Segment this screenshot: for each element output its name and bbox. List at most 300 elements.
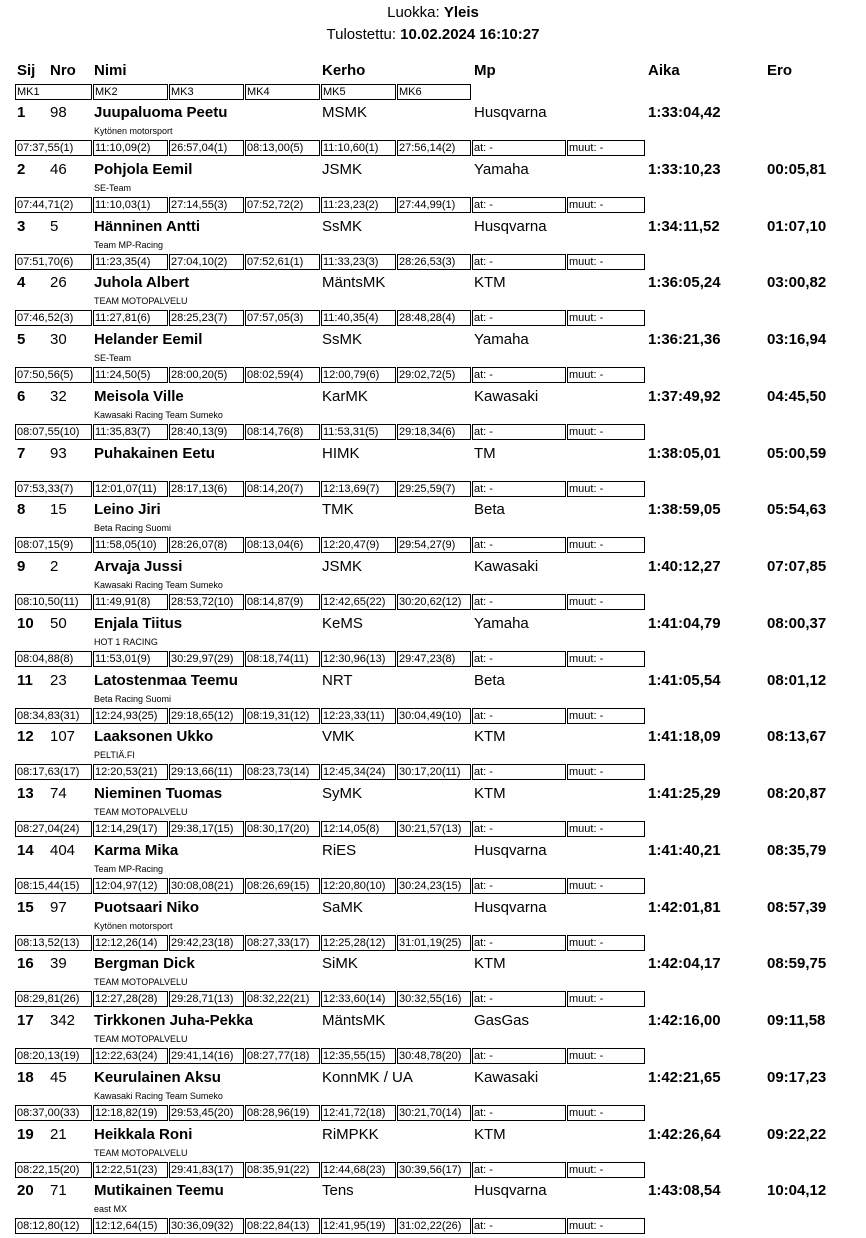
bike-cell: Kawasaki	[474, 388, 539, 405]
moto-time-mk5: 12:23,33(11)	[321, 708, 396, 724]
bike-cell: Kawasaki	[474, 558, 539, 575]
col-ero: Ero	[767, 62, 793, 79]
moto-time-mk5: 12:20,47(9)	[321, 537, 396, 553]
moto-time-mk1: 07:46,52(3)	[15, 310, 92, 326]
muut-cell: muut: -	[567, 537, 645, 553]
number-cell: 50	[50, 615, 67, 632]
moto-time-mk6: 30:20,62(12)	[397, 594, 471, 610]
rider-name: Latostenmaa Teemu	[94, 672, 238, 689]
bike-cell: KTM	[474, 728, 506, 745]
number-cell: 23	[50, 672, 67, 689]
col-nro: Nro	[50, 62, 76, 79]
club-cell: HIMK	[322, 445, 360, 462]
number-cell: 26	[50, 274, 67, 291]
bike-cell: KTM	[474, 1126, 506, 1143]
gap-cell: 08:13,67	[767, 728, 827, 745]
gap-cell: 09:11,58	[767, 1012, 826, 1029]
bike-cell: TM	[474, 445, 496, 462]
col-nimi: Nimi	[94, 62, 127, 79]
col-aika: Aika	[648, 62, 680, 79]
number-cell: 5	[50, 218, 59, 235]
moto-time-mk1: 08:34,83(31)	[15, 708, 92, 724]
moto-time-mk6: 30:21,57(13)	[397, 821, 471, 837]
gap-cell: 05:00,59	[767, 445, 827, 462]
gap-cell: 08:35,79	[767, 842, 827, 859]
moto-time-mk4: 08:26,69(15)	[245, 878, 320, 894]
at-cell: at: -	[472, 197, 566, 213]
gap-cell: 00:05,81	[767, 161, 827, 178]
total-time-cell: 1:42:26,64	[648, 1126, 721, 1143]
moto-time-mk3: 29:28,71(13)	[169, 991, 244, 1007]
number-cell: 39	[50, 955, 67, 972]
total-time-cell: 1:42:21,65	[648, 1069, 721, 1086]
moto-time-mk1: 08:27,04(24)	[15, 821, 92, 837]
club-cell: NRT	[322, 672, 353, 689]
moto-time-mk4: 08:35,91(22)	[245, 1162, 320, 1178]
team-name: TEAM MOTOPALVELU	[94, 1034, 188, 1044]
total-time-cell: 1:42:01,81	[648, 899, 721, 916]
moto-time-mk6: 28:48,28(4)	[397, 310, 471, 326]
team-name: PELTIÄ.FI	[94, 750, 135, 760]
muut-cell: muut: -	[567, 140, 645, 156]
moto-time-mk4: 08:30,17(20)	[245, 821, 320, 837]
gap-cell: 08:00,37	[767, 615, 827, 632]
moto-time-mk3: 28:00,20(5)	[169, 367, 244, 383]
club-cell: RiES	[322, 842, 357, 859]
bike-cell: Husqvarna	[474, 842, 547, 859]
club-cell: KeMS	[322, 615, 363, 632]
total-time-cell: 1:33:10,23	[648, 161, 721, 178]
gap-cell: 01:07,10	[767, 218, 827, 235]
moto-time-mk2: 12:24,93(25)	[93, 708, 168, 724]
moto-time-mk1: 08:20,13(19)	[15, 1048, 92, 1064]
gap-cell: 03:16,94	[767, 331, 827, 348]
at-cell: at: -	[472, 991, 566, 1007]
rider-name: Puhakainen Eetu	[94, 445, 215, 462]
moto-time-mk4: 08:02,59(4)	[245, 367, 320, 383]
total-time-cell: 1:41:05,54	[648, 672, 721, 689]
number-cell: 404	[50, 842, 76, 859]
rank-cell: 19	[17, 1126, 34, 1143]
rider-name: Puotsaari Niko	[94, 899, 200, 916]
at-cell: at: -	[472, 1105, 566, 1121]
rider-name: Helander Eemil	[94, 331, 203, 348]
moto-time-mk1: 07:53,33(7)	[15, 481, 92, 497]
col-mp: Mp	[474, 62, 496, 79]
moto-time-mk2: 12:22,51(23)	[93, 1162, 168, 1178]
muut-cell: muut: -	[567, 1105, 645, 1121]
moto-time-mk2: 12:12,26(14)	[93, 935, 168, 951]
moto-time-mk4: 08:27,77(18)	[245, 1048, 320, 1064]
at-cell: at: -	[472, 1218, 566, 1234]
rank-cell: 6	[17, 388, 26, 405]
moto-time-mk3: 29:41,14(16)	[169, 1048, 244, 1064]
rank-cell: 9	[17, 558, 26, 575]
moto-time-mk4: 08:13,00(5)	[245, 140, 320, 156]
total-time-cell: 1:41:04,79	[648, 615, 721, 632]
moto-time-mk2: 12:20,53(21)	[93, 764, 168, 780]
number-cell: 98	[50, 104, 67, 121]
moto-time-mk4: 08:22,84(13)	[245, 1218, 320, 1234]
moto-time-mk1: 08:37,00(33)	[15, 1105, 92, 1121]
muut-cell: muut: -	[567, 594, 645, 610]
number-cell: 97	[50, 899, 67, 916]
club-cell: SaMK	[322, 899, 363, 916]
rider-name: Bergman Dick	[94, 955, 195, 972]
total-time-cell: 1:41:25,29	[648, 785, 721, 802]
moto-time-mk3: 30:36,09(32)	[169, 1218, 244, 1234]
moto-time-mk1: 08:17,63(17)	[15, 764, 92, 780]
moto-time-mk4: 07:52,72(2)	[245, 197, 320, 213]
bike-cell: Husqvarna	[474, 1182, 547, 1199]
moto-time-mk2: 12:22,63(24)	[93, 1048, 168, 1064]
club-cell: MäntsMK	[322, 274, 386, 291]
moto-time-mk3: 29:41,83(17)	[169, 1162, 244, 1178]
moto-time-mk1: 07:50,56(5)	[15, 367, 92, 383]
rank-cell: 17	[17, 1012, 34, 1029]
total-time-cell: 1:42:16,00	[648, 1012, 721, 1029]
moto-time-mk2: 11:49,91(8)	[93, 594, 168, 610]
rider-name: Meisola Ville	[94, 388, 184, 405]
moto-time-mk1: 08:12,80(12)	[15, 1218, 92, 1234]
col-mk6: MK6	[397, 84, 471, 100]
number-cell: 21	[50, 1126, 67, 1143]
moto-time-mk5: 12:35,55(15)	[321, 1048, 396, 1064]
moto-time-mk2: 11:53,01(9)	[93, 651, 168, 667]
moto-time-mk4: 08:14,76(8)	[245, 424, 320, 440]
class-label: Luokka:	[387, 4, 440, 21]
class-value: Yleis	[443, 4, 479, 21]
moto-time-mk4: 07:52,61(1)	[245, 254, 320, 270]
rider-name: Pohjola Eemil	[94, 161, 193, 178]
number-cell: 2	[50, 558, 59, 575]
club-cell: SsMK	[322, 218, 363, 235]
bike-cell: Beta	[474, 501, 505, 518]
moto-time-mk6: 29:54,27(9)	[397, 537, 471, 553]
moto-time-mk5: 11:23,23(2)	[321, 197, 396, 213]
total-time-cell: 1:34:11,52	[648, 218, 720, 235]
moto-time-mk3: 30:29,97(29)	[169, 651, 244, 667]
moto-time-mk2: 11:10,03(1)	[93, 197, 168, 213]
club-cell: KarMK	[322, 388, 368, 405]
moto-time-mk5: 12:25,28(12)	[321, 935, 396, 951]
muut-cell: muut: -	[567, 935, 645, 951]
team-name: Kawasaki Racing Team Sumeko	[94, 410, 223, 420]
moto-time-mk6: 29:02,72(5)	[397, 367, 471, 383]
moto-time-mk6: 30:17,20(11)	[397, 764, 471, 780]
rank-cell: 3	[17, 218, 26, 235]
moto-time-mk2: 11:35,83(7)	[93, 424, 168, 440]
total-time-cell: 1:38:05,01	[648, 445, 721, 462]
moto-time-mk4: 08:32,22(21)	[245, 991, 320, 1007]
gap-cell: 09:17,23	[767, 1069, 827, 1086]
moto-time-mk5: 12:41,95(19)	[321, 1218, 396, 1234]
bike-cell: KTM	[474, 955, 506, 972]
rider-name: Leino Jiri	[94, 501, 161, 518]
club-cell: RiMPKK	[322, 1126, 379, 1143]
col-sij: Sij	[17, 62, 36, 79]
gap-cell: 08:57,39	[767, 899, 827, 916]
moto-time-mk5: 12:33,60(14)	[321, 991, 396, 1007]
rider-name: Keurulainen Aksu	[94, 1069, 221, 1086]
total-time-cell: 1:41:18,09	[648, 728, 721, 745]
moto-time-mk1: 08:29,81(26)	[15, 991, 92, 1007]
rank-cell: 1	[17, 104, 26, 121]
bike-cell: Yamaha	[474, 615, 529, 632]
col-mk2: MK2	[93, 84, 168, 100]
moto-time-mk1: 08:15,44(15)	[15, 878, 92, 894]
moto-time-mk2: 12:18,82(19)	[93, 1105, 168, 1121]
bike-cell: Yamaha	[474, 331, 529, 348]
at-cell: at: -	[472, 594, 566, 610]
number-cell: 45	[50, 1069, 67, 1086]
moto-time-mk2: 12:14,29(17)	[93, 821, 168, 837]
team-name: Kytönen motorsport	[94, 921, 173, 931]
printed-label: Tulostettu:	[326, 26, 396, 43]
club-cell: JSMK	[322, 161, 363, 178]
moto-time-mk5: 12:13,69(7)	[321, 481, 396, 497]
team-name: east MX	[94, 1204, 128, 1214]
moto-time-mk3: 27:14,55(3)	[169, 197, 244, 213]
moto-time-mk6: 30:39,56(17)	[397, 1162, 471, 1178]
team-name: HOT 1 RACING	[94, 637, 158, 647]
moto-time-mk2: 12:27,28(28)	[93, 991, 168, 1007]
moto-time-mk3: 29:42,23(18)	[169, 935, 244, 951]
moto-time-mk6: 31:01,19(25)	[397, 935, 471, 951]
total-time-cell: 1:36:05,24	[648, 274, 721, 291]
rank-cell: 16	[17, 955, 34, 972]
number-cell: 342	[50, 1012, 76, 1029]
bike-cell: GasGas	[474, 1012, 530, 1029]
team-name: Beta Racing Suomi	[94, 523, 172, 533]
moto-time-mk6: 30:04,49(10)	[397, 708, 471, 724]
rider-name: Nieminen Tuomas	[94, 785, 223, 802]
rank-cell: 12	[17, 728, 34, 745]
moto-time-mk1: 08:10,50(11)	[15, 594, 92, 610]
team-name: SE-Team	[94, 183, 132, 193]
moto-time-mk2: 11:27,81(6)	[93, 310, 168, 326]
moto-time-mk6: 30:24,23(15)	[397, 878, 471, 894]
rider-name: Juhola Albert	[94, 274, 190, 291]
moto-time-mk5: 12:30,96(13)	[321, 651, 396, 667]
muut-cell: muut: -	[567, 821, 645, 837]
team-name: Kytönen motorsport	[94, 126, 173, 136]
moto-time-mk5: 11:33,23(3)	[321, 254, 396, 270]
club-cell: MäntsMK	[322, 1012, 386, 1029]
gap-cell: 08:20,87	[767, 785, 827, 802]
muut-cell: muut: -	[567, 254, 645, 270]
at-cell: at: -	[472, 821, 566, 837]
moto-time-mk6: 29:18,34(6)	[397, 424, 471, 440]
col-kerho: Kerho	[322, 62, 366, 79]
bike-cell: Beta	[474, 672, 505, 689]
bike-cell: Kawasaki	[474, 1069, 539, 1086]
club-cell: MSMK	[322, 104, 367, 121]
moto-time-mk6: 27:56,14(2)	[397, 140, 471, 156]
rank-cell: 4	[17, 274, 26, 291]
moto-time-mk6: 31:02,22(26)	[397, 1218, 471, 1234]
total-time-cell: 1:37:49,92	[648, 388, 721, 405]
rider-name: Tirkkonen Juha-Pekka	[94, 1012, 253, 1029]
moto-time-mk3: 28:40,13(9)	[169, 424, 244, 440]
moto-time-mk4: 08:18,74(11)	[245, 651, 320, 667]
moto-time-mk5: 11:53,31(5)	[321, 424, 396, 440]
total-time-cell: 1:40:12,27	[648, 558, 721, 575]
rank-cell: 20	[17, 1182, 34, 1199]
club-cell: TMK	[322, 501, 354, 518]
moto-time-mk6: 28:26,53(3)	[397, 254, 471, 270]
rank-cell: 7	[17, 445, 26, 462]
team-name: TEAM MOTOPALVELU	[94, 1148, 188, 1158]
printed-line	[0, 26, 866, 43]
rider-name: Enjala Tiitus	[94, 615, 183, 632]
bike-cell: Husqvarna	[474, 218, 547, 235]
rider-name: Juupaluoma Peetu	[94, 104, 228, 121]
rank-cell: 2	[17, 161, 26, 178]
number-cell: 46	[50, 161, 67, 178]
club-cell: VMK	[322, 728, 355, 745]
muut-cell: muut: -	[567, 878, 645, 894]
moto-time-mk3: 28:53,72(10)	[169, 594, 244, 610]
muut-cell: muut: -	[567, 708, 645, 724]
rider-name: Karma Mika	[94, 842, 179, 859]
club-cell: Tens	[322, 1182, 354, 1199]
moto-time-mk6: 30:48,78(20)	[397, 1048, 471, 1064]
moto-time-mk3: 26:57,04(1)	[169, 140, 244, 156]
col-mk5: MK5	[321, 84, 396, 100]
at-cell: at: -	[472, 878, 566, 894]
moto-time-mk4: 08:23,73(14)	[245, 764, 320, 780]
moto-time-mk3: 29:38,17(15)	[169, 821, 244, 837]
col-mk4: MK4	[245, 84, 320, 100]
moto-time-mk4: 08:14,20(7)	[245, 481, 320, 497]
rank-cell: 13	[17, 785, 34, 802]
team-name: TEAM MOTOPALVELU	[94, 296, 188, 306]
club-cell: JSMK	[322, 558, 363, 575]
moto-time-mk3: 28:26,07(8)	[169, 537, 244, 553]
at-cell: at: -	[472, 708, 566, 724]
number-cell: 32	[50, 388, 67, 405]
at-cell: at: -	[472, 310, 566, 326]
rank-cell: 10	[17, 615, 34, 632]
rank-cell: 5	[17, 331, 26, 348]
total-time-cell: 1:42:04,17	[648, 955, 721, 972]
moto-time-mk1: 08:07,55(10)	[15, 424, 92, 440]
bike-cell: KTM	[474, 785, 506, 802]
moto-time-mk5: 12:20,80(10)	[321, 878, 396, 894]
moto-time-mk6: 29:25,59(7)	[397, 481, 471, 497]
at-cell: at: -	[472, 537, 566, 553]
muut-cell: muut: -	[567, 1218, 645, 1234]
moto-time-mk2: 11:23,35(4)	[93, 254, 168, 270]
rank-cell: 11	[17, 672, 33, 689]
rider-name: Hänninen Antti	[94, 218, 201, 235]
bike-cell: Yamaha	[474, 161, 529, 178]
rider-name: Heikkala Roni	[94, 1126, 193, 1143]
number-cell: 15	[50, 501, 67, 518]
at-cell: at: -	[472, 764, 566, 780]
number-cell: 93	[50, 445, 67, 462]
gap-cell: 04:45,50	[767, 388, 827, 405]
moto-time-mk3: 29:13,66(11)	[169, 764, 244, 780]
at-cell: at: -	[472, 1162, 566, 1178]
moto-time-mk3: 29:53,45(20)	[169, 1105, 244, 1121]
muut-cell: muut: -	[567, 424, 645, 440]
moto-time-mk6: 30:21,70(14)	[397, 1105, 471, 1121]
number-cell: 74	[50, 785, 67, 802]
rank-cell: 14	[17, 842, 34, 859]
moto-time-mk6: 30:32,55(16)	[397, 991, 471, 1007]
moto-time-mk1: 08:07,15(9)	[15, 537, 92, 553]
team-name: Kawasaki Racing Team Sumeko	[94, 1091, 223, 1101]
bike-cell: KTM	[474, 274, 506, 291]
moto-time-mk1: 08:13,52(13)	[15, 935, 92, 951]
muut-cell: muut: -	[567, 764, 645, 780]
moto-time-mk5: 11:10,60(1)	[321, 140, 396, 156]
total-time-cell: 1:41:40,21	[648, 842, 721, 859]
col-mk3: MK3	[169, 84, 244, 100]
moto-time-mk5: 12:44,68(23)	[321, 1162, 396, 1178]
gap-cell: 10:04,12	[767, 1182, 827, 1199]
moto-time-mk5: 12:45,34(24)	[321, 764, 396, 780]
number-cell: 30	[50, 331, 67, 348]
rank-cell: 18	[17, 1069, 34, 1086]
club-cell: SiMK	[322, 955, 358, 972]
moto-time-mk5: 11:40,35(4)	[321, 310, 396, 326]
total-time-cell: 1:38:59,05	[648, 501, 721, 518]
bike-cell: Husqvarna	[474, 104, 547, 121]
muut-cell: muut: -	[567, 367, 645, 383]
club-cell: SsMK	[322, 331, 363, 348]
team-name: Beta Racing Suomi	[94, 694, 172, 704]
rank-cell: 8	[17, 501, 26, 518]
at-cell: at: -	[472, 935, 566, 951]
moto-time-mk6: 27:44,99(1)	[397, 197, 471, 213]
rider-name: Arvaja Jussi	[94, 558, 183, 575]
team-name: Team MP-Racing	[94, 864, 164, 874]
moto-time-mk3: 28:17,13(6)	[169, 481, 244, 497]
moto-time-mk6: 29:47,23(8)	[397, 651, 471, 667]
number-cell: 107	[50, 728, 76, 745]
moto-time-mk4: 08:14,87(9)	[245, 594, 320, 610]
at-cell: at: -	[472, 651, 566, 667]
muut-cell: muut: -	[567, 651, 645, 667]
moto-time-mk1: 08:22,15(20)	[15, 1162, 92, 1178]
moto-time-mk2: 11:24,50(5)	[93, 367, 168, 383]
moto-time-mk2: 12:12,64(15)	[93, 1218, 168, 1234]
moto-time-mk5: 12:00,79(6)	[321, 367, 396, 383]
moto-time-mk3: 28:25,23(7)	[169, 310, 244, 326]
rider-name: Laaksonen Ukko	[94, 728, 214, 745]
muut-cell: muut: -	[567, 1162, 645, 1178]
club-cell: KonnMK / UA	[322, 1069, 413, 1086]
team-name: SE-Team	[94, 353, 132, 363]
moto-time-mk2: 12:01,07(11)	[93, 481, 168, 497]
moto-time-mk3: 29:18,65(12)	[169, 708, 244, 724]
total-time-cell: 1:43:08,54	[648, 1182, 721, 1199]
printed-value: 10.02.2024 16:10:27	[400, 26, 540, 43]
team-name: TEAM MOTOPALVELU	[94, 807, 188, 817]
moto-time-mk2: 12:04,97(12)	[93, 878, 168, 894]
total-time-cell: 1:33:04,42	[648, 104, 721, 121]
gap-cell: 08:59,75	[767, 955, 827, 972]
moto-time-mk1: 07:51,70(6)	[15, 254, 92, 270]
moto-time-mk3: 30:08,08(21)	[169, 878, 244, 894]
col-mk1: MK1	[15, 84, 92, 100]
moto-time-mk2: 11:58,05(10)	[93, 537, 168, 553]
gap-cell: 03:00,82	[767, 274, 827, 291]
at-cell: at: -	[472, 367, 566, 383]
